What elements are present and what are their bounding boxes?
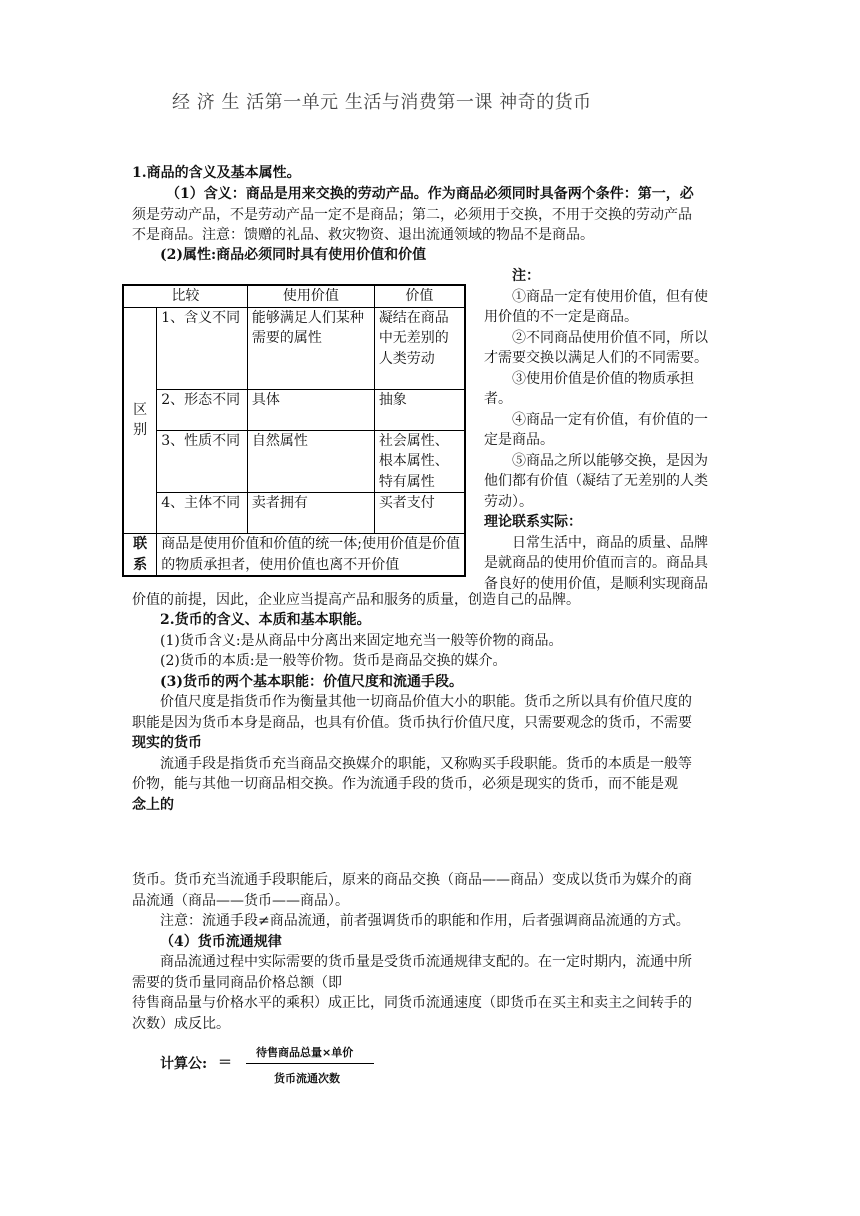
money-section — [132, 610, 732, 815]
circulation-line: 念上的 — [132, 796, 174, 813]
theory-line: 日常生活中，商品的质量、品牌 — [512, 534, 708, 551]
theory-last-line: 价值的前提，因此，企业应当提高产品和服务的质量，创造自己的品牌。 — [132, 592, 580, 608]
page-title: 经 济 生 活第一单元 生活与消费第一课 神奇的货币 — [172, 92, 592, 113]
circulation-line: 流通手段是指货币充当商品交换媒介的职能，又称购买手段职能。货币的本质是一般等 — [160, 755, 692, 772]
note-line: 者。 — [484, 391, 512, 407]
attribute-heading: (2)属性:商品必须同时具有使用价值和价值 — [160, 247, 427, 263]
definition-paragraph — [132, 184, 732, 246]
fraction-bar — [246, 1063, 374, 1064]
notes-heading: 注： — [512, 268, 540, 284]
row-value: 社会属性、根本属性、特有属性 — [374, 430, 465, 493]
continuation-line: 货币。货币充当流通手段职能后，原来的商品交换（商品——商品）变成以货币为媒介的商 — [132, 872, 692, 888]
note-line: 注意：流通手段≠商品流通，前者强调货币的职能和作用，后者强调商品流通的方式。 — [160, 913, 690, 929]
notes-block — [484, 266, 732, 594]
law-line: 商品流通过程中实际需要的货币量是受货币流通规律支配的。在一定时期内，流通中所 — [160, 954, 692, 970]
formula-denominator: 货币流通次数 — [274, 1072, 340, 1085]
theory-line: 备良好的使用价值，是顺利实现商品 — [484, 575, 708, 592]
row-item: 1、含义不同 — [157, 307, 248, 389]
note-line: ①商品一定有使用价值，但有使 — [512, 288, 708, 305]
circulation-line: 价物，能与其他一切商品相交换。作为流通手段的货币，必须是现实的货币，而不能是观 — [132, 776, 678, 792]
diff-label: 区别 — [123, 307, 157, 534]
header-value: 价值 — [374, 285, 465, 307]
header-use-value: 使用价值 — [247, 285, 374, 307]
theory-line: 是就商品的使用价值而言的。商品具 — [484, 555, 708, 571]
definition-line-2: 须是劳动产品，不是劳动产品一定不是商品；第二，必须用于交换，不用于交换的劳动产品 — [132, 206, 692, 223]
formula-numerator: 待售商品总量×单价 — [256, 1046, 354, 1059]
formula-label: 计算公: — [160, 1056, 208, 1072]
table-row — [123, 493, 465, 534]
header-compare: 比较 — [123, 285, 247, 307]
row-item: 4、主体不同 — [157, 493, 248, 534]
money-essence: (2)货币的本质:是一般等价物。货币是商品交换的媒介。 — [160, 653, 507, 669]
formula — [160, 1044, 400, 1090]
measure-line: 价值尺度是指货币作为衡量其他一切商品价值大小的职能。货币之所以具有价值尺度的 — [160, 694, 692, 710]
law-line: 需要的货币量同商品价格总额（即 — [132, 974, 342, 991]
row-use: 自然属性 — [247, 430, 374, 493]
link-label: 联系 — [123, 534, 157, 577]
note-line: ③使用价值是价值的物质承担 — [512, 370, 694, 387]
note-line: 他们都有价值（凝结了无差别的人类 — [484, 473, 708, 489]
continuation-block — [132, 870, 732, 1034]
note-line: 用价值的不一定是商品。 — [484, 309, 638, 325]
table-header-row — [123, 285, 465, 307]
table-row — [123, 430, 465, 493]
definition-line-3: 不是商品。注意：馈赠的礼品、救灾物资、退出流通领域的物品不是商品。 — [132, 227, 594, 243]
definition-line-1: （1）含义：商品是用来交换的劳动产品。作为商品必须同时具备两个条件：第一，必 — [166, 186, 694, 202]
row-value: 抽象 — [374, 389, 465, 430]
note-line: 定是商品。 — [484, 432, 554, 448]
note-line: 劳动）。 — [484, 493, 533, 510]
table-row — [123, 389, 465, 430]
section-1-heading: 1.商品的含义及基本属性。 — [132, 165, 301, 181]
law-heading: （4）货币流通规律 — [160, 933, 282, 950]
note-line: 才需要交换以满足人们的不同需要。 — [484, 350, 708, 366]
row-item: 2、形态不同 — [157, 389, 248, 430]
law-line: 待售商品量与价格水平的乘积）成正比，同货币流通速度（即货币在买主和卖主之间转手的 — [132, 995, 692, 1011]
money-functions: (3)货币的两个基本职能：价值尺度和流通手段。 — [160, 673, 463, 690]
money-definition: (1)货币含义:是从商品中分离出来固定地充当一般等价物的商品。 — [160, 632, 563, 649]
continuation-line: 品流通（商品——货币——商品）。 — [132, 892, 349, 909]
section-2-heading: 2.货币的含义、本质和基本职能。 — [160, 612, 371, 628]
row-use: 卖者拥有 — [247, 493, 374, 534]
note-line: ②不同商品使用价值不同，所以 — [512, 329, 708, 346]
note-line: ⑤商品之所以能够交换，是因为 — [512, 452, 708, 469]
row-use: 具体 — [247, 389, 374, 430]
comparison-table — [122, 284, 466, 577]
theory-heading: 理论联系实际： — [484, 514, 582, 530]
row-use: 能够满足人们某种需要的属性 — [247, 307, 374, 389]
row-value: 买者支付 — [374, 493, 465, 534]
note-line: ④商品一定有价值，有价值的一 — [512, 411, 708, 428]
row-item: 3、性质不同 — [157, 430, 248, 493]
link-text: 商品是使用价值和价值的统一体;使用价值是价值的物质承担者，使用价值也离不开价值 — [157, 534, 465, 577]
measure-line: 现实的货币 — [132, 735, 202, 751]
law-line: 次数）成反比。 — [132, 1015, 230, 1032]
row-value: 凝结在商品中无差别的人类劳动 — [374, 307, 465, 389]
measure-line: 职能是因为货币本身是商品，也具有价值。货币执行价值尺度，只需要观念的货币，不需要 — [132, 714, 692, 731]
formula-equals: ＝ — [218, 1055, 232, 1071]
table-row — [123, 307, 465, 389]
table-row-link — [123, 534, 465, 577]
